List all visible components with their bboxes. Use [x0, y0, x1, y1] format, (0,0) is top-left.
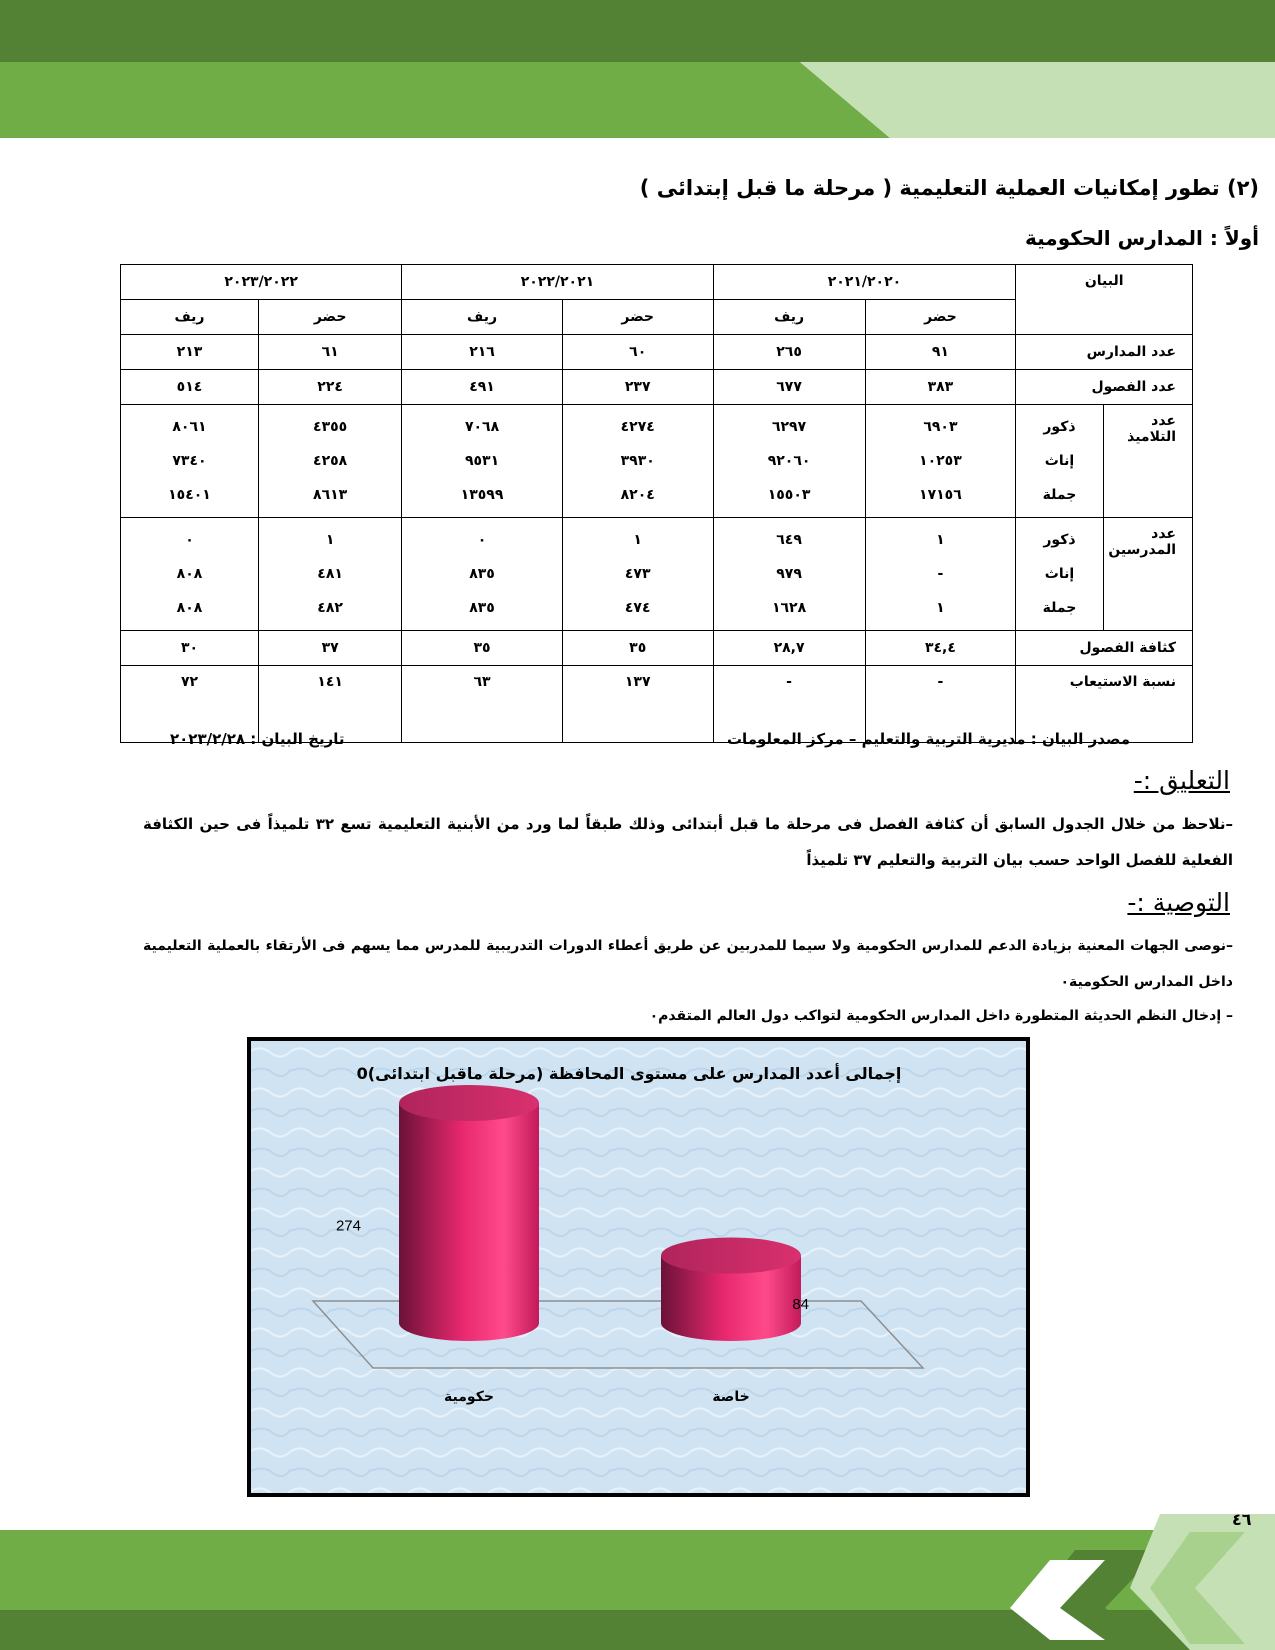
cell-value: ١	[936, 532, 945, 548]
comment-paragraph: –نلاحظ من خلال الجدول السابق أن كثافة الفصل فى مرحلة ما قبل أبتدائى وذلك طبقاً لما ورد من الأبنية التعليمية تسع ٣٢ تلميذاً فى حين الكثافة الفعلية للفصل الواحد حسب بيان التربية والتعليم ٣٧ تلميذاً	[143, 815, 1233, 869]
table-row	[121, 335, 1193, 370]
table-cell: ١٤١	[258, 666, 401, 743]
table-cell: ٤٩١	[402, 370, 563, 405]
footer-banner	[0, 1510, 1275, 1650]
cell-value: ٨٦١٣	[313, 487, 348, 503]
cell-value: ١٥٥٠٣	[767, 487, 811, 503]
table-row	[121, 518, 1193, 631]
cell-value: ٨٢٠٤	[620, 487, 655, 503]
table-cell: ٧٢	[121, 666, 259, 743]
table-cell: ١٣٧	[562, 666, 713, 743]
cell-value: ٤٢٥٨	[313, 453, 348, 469]
data-source: مصدر البيان : مديرية التربية والتعليم – مركز المعلومات	[726, 730, 1130, 748]
table-cell: ٣٨٣	[865, 370, 1016, 405]
table-cell	[121, 405, 259, 518]
cell-value: ٨٣٥	[469, 600, 495, 616]
sub-header-urban: حضر	[562, 300, 713, 335]
cell-value: ١	[325, 532, 335, 548]
bar-government	[399, 1085, 539, 1341]
row-label: عدد المدرسين	[1103, 518, 1192, 631]
table-cell	[258, 518, 401, 631]
table-cell	[713, 518, 865, 631]
cell-value: ١٦٢٨	[771, 600, 807, 616]
page-number: ٤٦	[1232, 1510, 1252, 1529]
value-label: 84	[792, 1296, 809, 1313]
category-label: خاصة	[712, 1389, 750, 1405]
table-cell	[258, 405, 401, 518]
row-label: كثافة الفصول	[1016, 631, 1193, 666]
table-cell	[121, 518, 259, 631]
row-label: عدد الفصول	[1016, 370, 1193, 405]
table-cell: ٢١٦	[402, 335, 563, 370]
cell-value: ٦٢٩٧	[771, 419, 807, 435]
cell-value: ٤٢٧٤	[620, 419, 655, 435]
table-cell	[402, 518, 563, 631]
cell-value: ٤٧٤	[624, 600, 651, 616]
cell-value: ٩٥٣١	[464, 453, 500, 469]
header-banner	[0, 0, 1275, 142]
table-cell: ٦٠	[562, 335, 713, 370]
gender-labels	[1016, 518, 1103, 631]
cell-value: ٤٨٢	[317, 600, 343, 616]
recommendation-paragraph: –نوصى الجهات المعنية بزيادة الدعم للمدارس الحكومية ولا سيما للمدربين عن طريق أعطاء الدورات التدريبية للمدرس مما يسهم فى الأرتقاء بالعملية التعليمية داخل المدارس الحكومية٠	[143, 938, 1233, 990]
cell-value: ٨٣٥	[469, 566, 495, 582]
data-date: تاريخ البيان : ٢٠٢٣/٢/٢٨	[170, 730, 345, 748]
year-header: ٢٠٢٣/٢٠٢٢	[121, 265, 402, 300]
table-cell: ٢٣٧	[562, 370, 713, 405]
table-cell: ٦١	[258, 335, 401, 370]
row-label: نسبة الاستيعاب	[1016, 666, 1193, 743]
year-header: ٢٠٢١/٢٠٢٠	[713, 265, 1016, 300]
gender-label: إناث	[1044, 453, 1075, 469]
comment-heading: التعليق :-	[1133, 766, 1230, 795]
table-cell	[562, 518, 713, 631]
gender-label: ذكور	[1043, 532, 1076, 548]
row-label: عدد التلاميذ	[1103, 405, 1192, 518]
value-label: 274	[335, 1217, 361, 1235]
cell-value: ١	[936, 600, 945, 616]
table-cell: ٥١٤	[121, 370, 259, 405]
table-cell: ٦٣	[402, 666, 563, 743]
gender-labels	[1016, 405, 1103, 518]
gender-label: جملة	[1042, 487, 1077, 503]
cell-value: ٣٩٣٠	[620, 453, 655, 469]
cell-value: ٠	[477, 532, 487, 548]
section-title: (٢) تطور إمكانيات العملية التعليمية ( مرحلة ما قبل إبتدائى )	[639, 176, 1259, 200]
table-cell: ٣٥	[402, 631, 563, 666]
cell-value: ٨٠٦١	[172, 419, 207, 435]
cell-value: ١٧١٥٦	[919, 487, 962, 503]
table-cell: ٣٠	[121, 631, 259, 666]
schools-chart	[247, 1037, 1030, 1497]
cell-value: ٧٠٦٨	[464, 419, 500, 435]
recommendation-heading: التوصية :-	[1127, 888, 1230, 917]
gender-label: إناث	[1044, 566, 1075, 582]
table-cell	[865, 405, 1016, 518]
recommendation-paragraph: – إدخال النظم الحديثة المتطورة داخل المدارس الحكومية لتواكب دول العالم المتقدم٠	[649, 1008, 1233, 1024]
sub-header-urban: حضر	[258, 300, 401, 335]
cell-value: ٤٨١	[317, 566, 343, 582]
cell-value: ٦٤٩	[776, 532, 802, 548]
subsection-title: أولاً : المدارس الحكومية	[1025, 226, 1259, 250]
table-cell: ٢٢٤	[258, 370, 401, 405]
bar-top	[661, 1238, 801, 1274]
chart-background	[251, 1041, 1026, 1493]
cell-value: ١٣٥٩٩	[460, 487, 504, 503]
table-cell	[865, 518, 1016, 631]
cell-value: ٤٧٣	[624, 566, 651, 582]
cell-value: ٦٩٠٣	[923, 419, 958, 435]
cell-value: ٧٣٤٠	[172, 453, 207, 469]
sub-header-urban: حضر	[865, 300, 1016, 335]
cell-value: ١	[633, 532, 642, 548]
table-row	[121, 370, 1193, 405]
table-cell: ٣٧	[258, 631, 401, 666]
cell-value: -	[937, 566, 944, 582]
cell-value: ٩٢٠٦٠	[767, 453, 811, 469]
category-label: حكومية	[444, 1389, 494, 1405]
cell-value: ١٠٢٥٣	[919, 453, 962, 469]
row-label: عدد المدارس	[1016, 335, 1193, 370]
cell-value: ٤٣٥٥	[313, 419, 348, 435]
table-cell	[713, 405, 865, 518]
bar-top	[399, 1085, 539, 1121]
bar-body	[399, 1103, 539, 1341]
bar-private	[661, 1238, 801, 1341]
table-row	[121, 631, 1193, 666]
gender-label: ذكور	[1043, 419, 1076, 435]
header-label-cell: البيان	[1016, 265, 1193, 335]
table-cell: ٢٦٥	[713, 335, 865, 370]
schools-statistics-table	[120, 264, 1193, 743]
table-cell: ٦٧٧	[713, 370, 865, 405]
chart-canvas	[251, 1041, 1026, 1493]
cell-value: ٩٧٩	[776, 566, 802, 582]
sub-header-rural: ريف	[713, 300, 865, 335]
cell-value: ٨٠٨	[176, 566, 203, 582]
table-row	[121, 405, 1193, 518]
cell-value: ٨٠٨	[176, 600, 203, 616]
table-cell: ٣٤,٤	[865, 631, 1016, 666]
sub-header-rural: ريف	[121, 300, 259, 335]
table-cell: -	[865, 666, 1016, 743]
gender-label: جملة	[1042, 600, 1077, 616]
table-cell: ٢١٣	[121, 335, 259, 370]
chart-title: إجمالى أعدد المدارس على مستوى المحافظة (مرحلة ماقبل ابتدائى)0	[356, 1064, 902, 1083]
table-cell: ٢٨,٧	[713, 631, 865, 666]
table-cell: -	[713, 666, 865, 743]
cell-value: ١٥٤٠١	[168, 487, 211, 503]
cell-value: ٠	[185, 532, 194, 548]
sub-header-rural: ريف	[402, 300, 563, 335]
table-cell	[402, 405, 563, 518]
year-header: ٢٠٢٢/٢٠٢١	[402, 265, 713, 300]
table-cell: ٩١	[865, 335, 1016, 370]
table-cell	[562, 405, 713, 518]
table-cell: ٣٥	[562, 631, 713, 666]
